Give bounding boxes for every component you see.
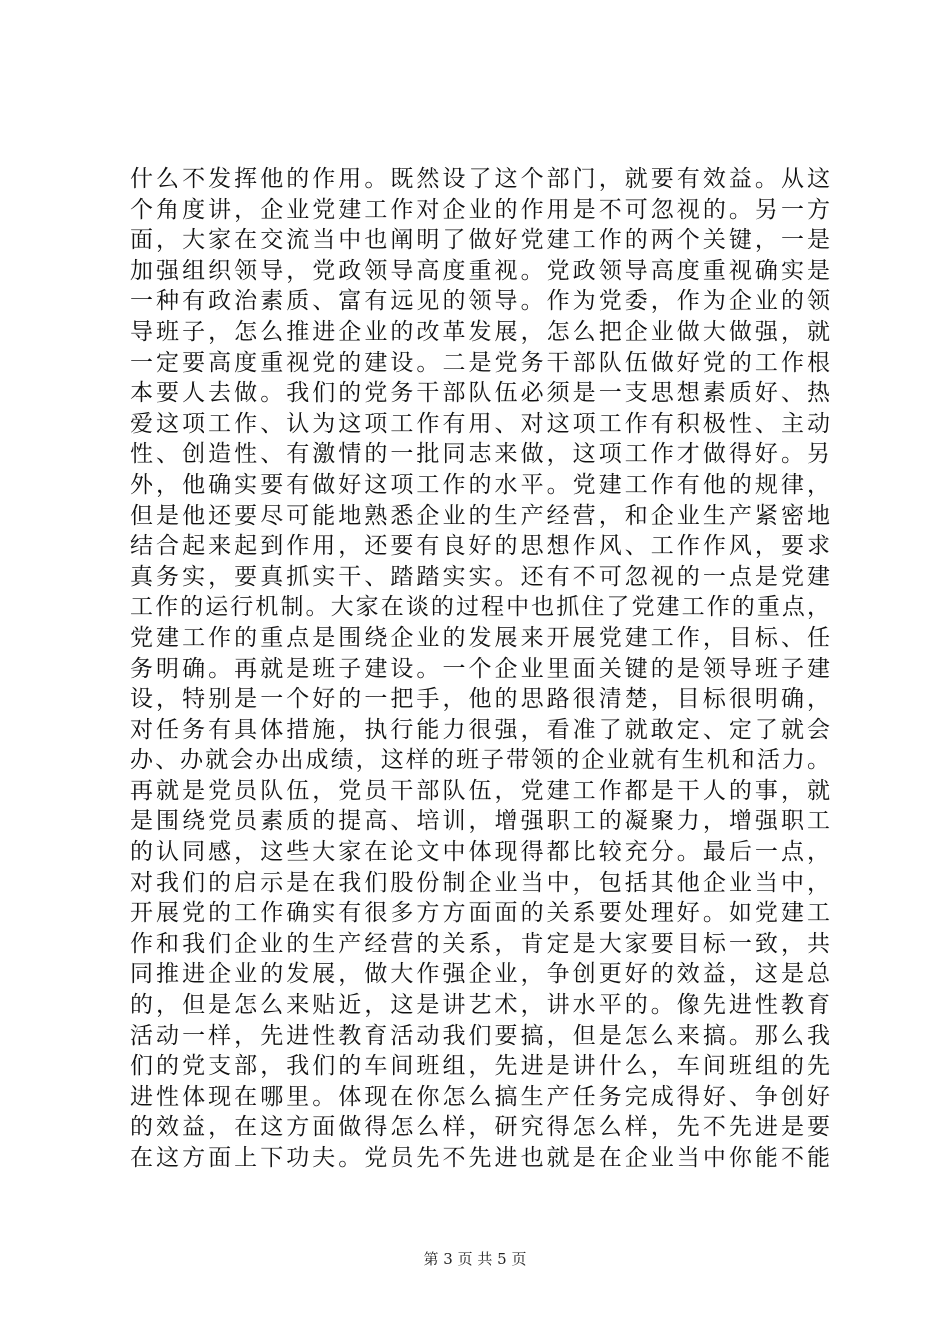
text-line: 工作的运行机制。大家在谈的过程中也抓住了党建工作的重点， [130,594,830,621]
text-line: 真务实，要真抓实干、踏踏实实。还有不可忽视的一点是党建 [130,563,830,590]
text-line: 的认同感，这些大家在论文中体现得都比较充分。最后一点， [130,839,830,866]
text-line: 务明确。再就是班子建设。一个企业里面关键的是领导班子建 [130,655,830,682]
page-footer: 第 3 页 共 5 页 [423,1250,527,1268]
text-line: 活动一样，先进性教育活动我们要搞，但是怎么来搞。那么我 [130,1022,830,1049]
text-line: 作和我们企业的生产经营的关系，肯定是大家要目标一致，共 [130,930,830,957]
text-line: 同推进企业的发展，做大作强企业，争创更好的效益，这是总 [130,961,830,988]
body-text [130,164,830,1174]
text-line: 性、创造性、有激情的一批同志来做，这项工作才做得好。另 [130,441,830,468]
text-line: 什么不发挥他的作用。既然设了这个部门，就要有效益。从这 [130,166,830,192]
text-line: 们的党支部，我们的车间班组，先进是讲什么，车间班组的先 [130,1053,830,1080]
text-line: 开展党的工作确实有很多方方面面的关系要处理好。如党建工 [130,900,830,927]
text-line: 办、办就会办出成绩，这样的班子带领的企业就有生机和活力。 [130,747,830,774]
text-line: 对我们的启示是在我们股份制企业当中，包括其他企业当中， [130,869,830,896]
text-line: 外，他确实要有做好这项工作的水平。党建工作有他的规律， [130,471,830,498]
text-line: 进性体现在哪里。体现在你怎么搞生产任务完成得好、争创好 [130,1083,830,1110]
text-line: 一种有政治素质、富有远见的领导。作为党委，作为企业的领 [130,288,830,315]
text-line: 对任务有具体措施，执行能力很强，看准了就敢定、定了就会 [130,716,830,743]
text-line: 但是他还要尽可能地熟悉企业的生产经营，和企业生产紧密地 [130,502,830,529]
text-line: 结合起来起到作用，还要有良好的思想作风、工作作风，要求 [130,533,830,560]
text-line: 的效益，在这方面做得怎么样，研究得怎么样，先不先进是要 [130,1114,830,1141]
text-line: 加强组织领导，党政领导高度重视。党政领导高度重视确实是 [130,257,830,284]
text-line: 本要人去做。我们的党务干部队伍必须是一支思想素质好、热 [130,380,830,407]
text-line: 面，大家在交流当中也阐明了做好党建工作的两个关键，一是 [130,227,830,254]
text-line: 是围绕党员素质的提高、培训，增强职工的凝聚力，增强职工 [130,808,830,835]
text-line: 党建工作的重点是围绕企业的发展来开展党建工作，目标、任 [130,624,830,651]
text-line: 设，特别是一个好的一把手，他的思路很清楚，目标很明确， [130,686,830,713]
text-line: 再就是党员队伍，党员干部队伍，党建工作都是干人的事，就 [130,777,830,804]
text-line: 爱这项工作、认为这项工作有用、对这项工作有积极性、主动 [130,410,830,437]
text-line: 的，但是怎么来贴近，这是讲艺术，讲水平的。像先进性教育 [130,992,830,1019]
text-line: 在这方面上下功夫。党员先不先进也就是在企业当中你能不能 [130,1145,830,1171]
text-line: 导班子，怎么推进企业的改革发展，怎么把企业做大做强，就 [130,318,830,345]
text-line: 个角度讲，企业党建工作对企业的作用是不可忽视的。另一方 [130,196,830,223]
text-line: 一定要高度重视党的建设。二是党务干部队伍做好党的工作根 [130,349,830,376]
